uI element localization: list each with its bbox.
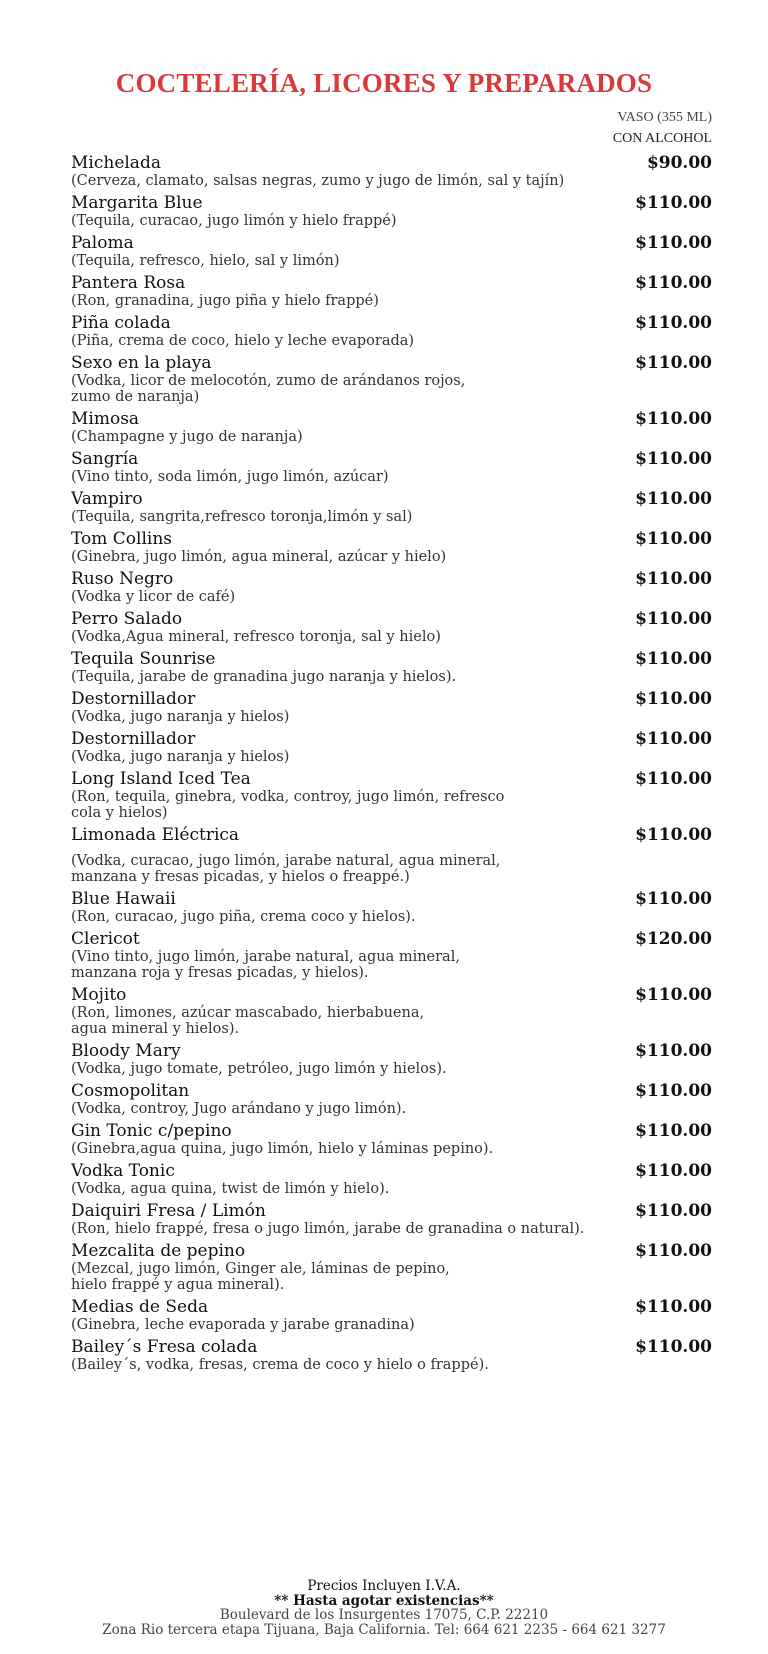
menu-item [71,690,712,725]
item-name: Sexo en la playa [71,353,212,373]
item-price: $110.00 [635,649,712,669]
item-price: $110.00 [635,313,712,333]
menu-item [71,930,712,981]
menu-item [71,1122,712,1157]
item-name: Mojito [71,985,127,1005]
item-name: Destornillador [71,729,196,749]
item-description: (Ginebra, leche evaporada y jarabe granadina) [71,1317,415,1333]
item-name: Michelada [71,153,161,173]
item-description: (Tequila, sangrita,refresco toronja,limón y sal) [71,509,413,525]
menu-item [71,410,712,445]
item-description: (Ginebra, jugo limón, agua mineral, azúcar y hielo) [71,549,447,565]
item-price: $110.00 [635,1161,712,1181]
item-description: (Vodka, controy, Jugo arándano y jugo limón). [71,1101,407,1117]
item-description: (Cerveza, clamato, salsas negras, zumo y jugo de limón, sal y tajín) [71,173,565,189]
item-description: (Ron, tequila, ginebra, vodka, controy, jugo limón, refresco cola y hielos) [71,789,505,821]
menu-item [71,234,712,269]
menu-item [71,194,712,229]
menu-item [71,530,712,565]
item-price: $110.00 [635,1121,712,1141]
footer [0,1579,768,1637]
item-price: $110.00 [635,985,712,1005]
item-price: $110.00 [635,1081,712,1101]
item-price: $110.00 [635,889,712,909]
item-description: (Ron, limones, azúcar mascabado, hierbabuena, agua mineral y hielos). [71,1005,425,1037]
item-price: $110.00 [635,729,712,749]
item-price: $110.00 [635,529,712,549]
item-description: (Vodka y licor de café) [71,589,236,605]
menu-item [71,890,712,925]
address-line: Boulevard de los Insurgentes 17075, C.P. 22210 [219,1607,549,1623]
menu-item [71,1202,712,1237]
item-name: Clericot [71,929,140,949]
item-name: Gin Tonic c/pepino [71,1121,232,1141]
item-name: Vodka Tonic [71,1161,175,1181]
tax-note: Precios Incluyen I.V.A. [307,1578,461,1594]
item-price: $110.00 [635,769,712,789]
item-name: Medias de Seda [71,1297,209,1317]
menu-item [71,154,712,189]
alcohol-label: CON ALCOHOL [612,131,712,146]
menu-item [71,1338,712,1373]
menu-item [71,354,712,405]
item-description: (Tequila, refresco, hielo, sal y limón) [71,253,340,269]
item-price: $110.00 [635,1337,712,1357]
item-price: $110.00 [635,1201,712,1221]
menu-item [71,1242,712,1293]
item-description: (Ron, granadina, jugo piña y hielo frappé) [71,293,379,309]
item-description: (Vino tinto, jugo limón, jarabe natural, agua mineral, manzana roja y fresas picadas, y hielos). [71,949,460,981]
item-description: (Ron, curacao, jugo piña, crema coco y hielos). [71,909,416,925]
item-price: $110.00 [635,273,712,293]
menu-title: COCTELERÍA, LICORES Y PREPARADOS [115,68,653,98]
item-price: $110.00 [635,825,712,845]
menu-item [71,1082,712,1117]
menu-item [71,274,712,309]
menu-item [71,770,712,821]
item-name: Tom Collins [71,529,173,549]
item-price: $110.00 [635,233,712,253]
item-description: (Ron, hielo frappé, fresa o jugo limón, jarabe de granadina o natural). [71,1221,585,1237]
menu-item [71,826,712,885]
item-price: $110.00 [635,409,712,429]
item-price: $110.00 [635,193,712,213]
item-description: (Piña, crema de coco, hielo y leche evaporada) [71,333,415,349]
item-name: Cosmopolitan [71,1081,190,1101]
stock-note: ** Hasta agotar existencias** [274,1592,494,1609]
item-name: Sangría [71,449,139,469]
item-description: (Vodka, jugo naranja y hielos) [71,749,290,765]
item-description: (Vodka, jugo tomate, petróleo, jugo limón y hielos). [71,1061,447,1077]
item-name: Paloma [71,233,134,253]
menu-item [71,450,712,485]
cocktail-list [71,154,712,1378]
item-description: (Vodka, licor de melocotón, zumo de arándanos rojos, zumo de naranja) [71,373,466,405]
item-name: Bailey´s Fresa colada [71,1337,258,1357]
item-price: $110.00 [635,1297,712,1317]
menu-item [71,490,712,525]
item-name: Blue Hawaii [71,889,176,909]
item-description: (Tequila, curacao, jugo limón y hielo frappé) [71,213,397,229]
item-price: $110.00 [635,353,712,373]
item-price: $110.00 [635,569,712,589]
menu-item [71,730,712,765]
item-name: Daiquiri Fresa / Limón [71,1201,266,1221]
item-name: Margarita Blue [71,193,203,213]
item-name: Tequila Sounrise [71,649,216,669]
item-name: Mimosa [71,409,140,429]
item-name: Destornillador [71,689,196,709]
menu-item [71,650,712,685]
item-price: $110.00 [635,449,712,469]
item-description: (Vodka, curacao, jugo limón, jarabe natural, agua mineral, manzana y fresas picadas, y hielos o freappé.) [71,853,501,885]
item-name: Mezcalita de pepino [71,1241,246,1261]
glass-size-label: VASO (355 ML) [617,110,712,125]
item-price: $110.00 [635,1041,712,1061]
item-description: (Vodka, jugo naranja y hielos) [71,709,290,725]
item-price: $90.00 [646,153,712,173]
item-description: (Tequila, jarabe de granadina jugo naranja y hielos). [71,669,457,685]
menu-item [71,570,712,605]
item-price: $110.00 [635,1241,712,1261]
item-name: Perro Salado [71,609,183,629]
item-name: Vampiro [71,489,143,509]
contact-line: Zona Rio tercera etapa Tijuana, Baja California. Tel: 664 621 2235 - 664 621 3277 [102,1621,666,1638]
menu-item [71,1298,712,1333]
item-description: (Mezcal, jugo limón, Ginger ale, láminas de pepino, hielo frappé y agua mineral). [71,1261,450,1293]
item-name: Piña colada [71,313,171,333]
item-name: Long Island Iced Tea [71,769,251,789]
item-name: Ruso Negro [71,569,174,589]
item-price: $110.00 [635,489,712,509]
item-name: Pantera Rosa [71,273,186,293]
menu-item [71,1162,712,1197]
item-name: Bloody Mary [71,1041,181,1061]
item-price: $110.00 [635,689,712,709]
item-description: (Champagne y jugo de naranja) [71,429,303,445]
item-price: $120.00 [635,929,712,949]
item-description: (Vodka, agua quina, twist de limón y hielo). [71,1181,390,1197]
menu-item [71,986,712,1037]
item-price: $110.00 [635,609,712,629]
item-description: (Ginebra,agua quina, jugo limón, hielo y láminas pepino). [71,1141,494,1157]
menu-item [71,314,712,349]
menu-item [71,1042,712,1077]
menu-item [71,610,712,645]
item-description: (Vino tinto, soda limón, jugo limón, azúcar) [71,469,389,485]
item-description: (Vodka,Agua mineral, refresco toronja, sal y hielo) [71,629,441,645]
item-description: (Bailey´s, vodka, fresas, crema de coco y hielo o frappé). [71,1357,489,1373]
item-name: Limonada Eléctrica [71,825,240,845]
